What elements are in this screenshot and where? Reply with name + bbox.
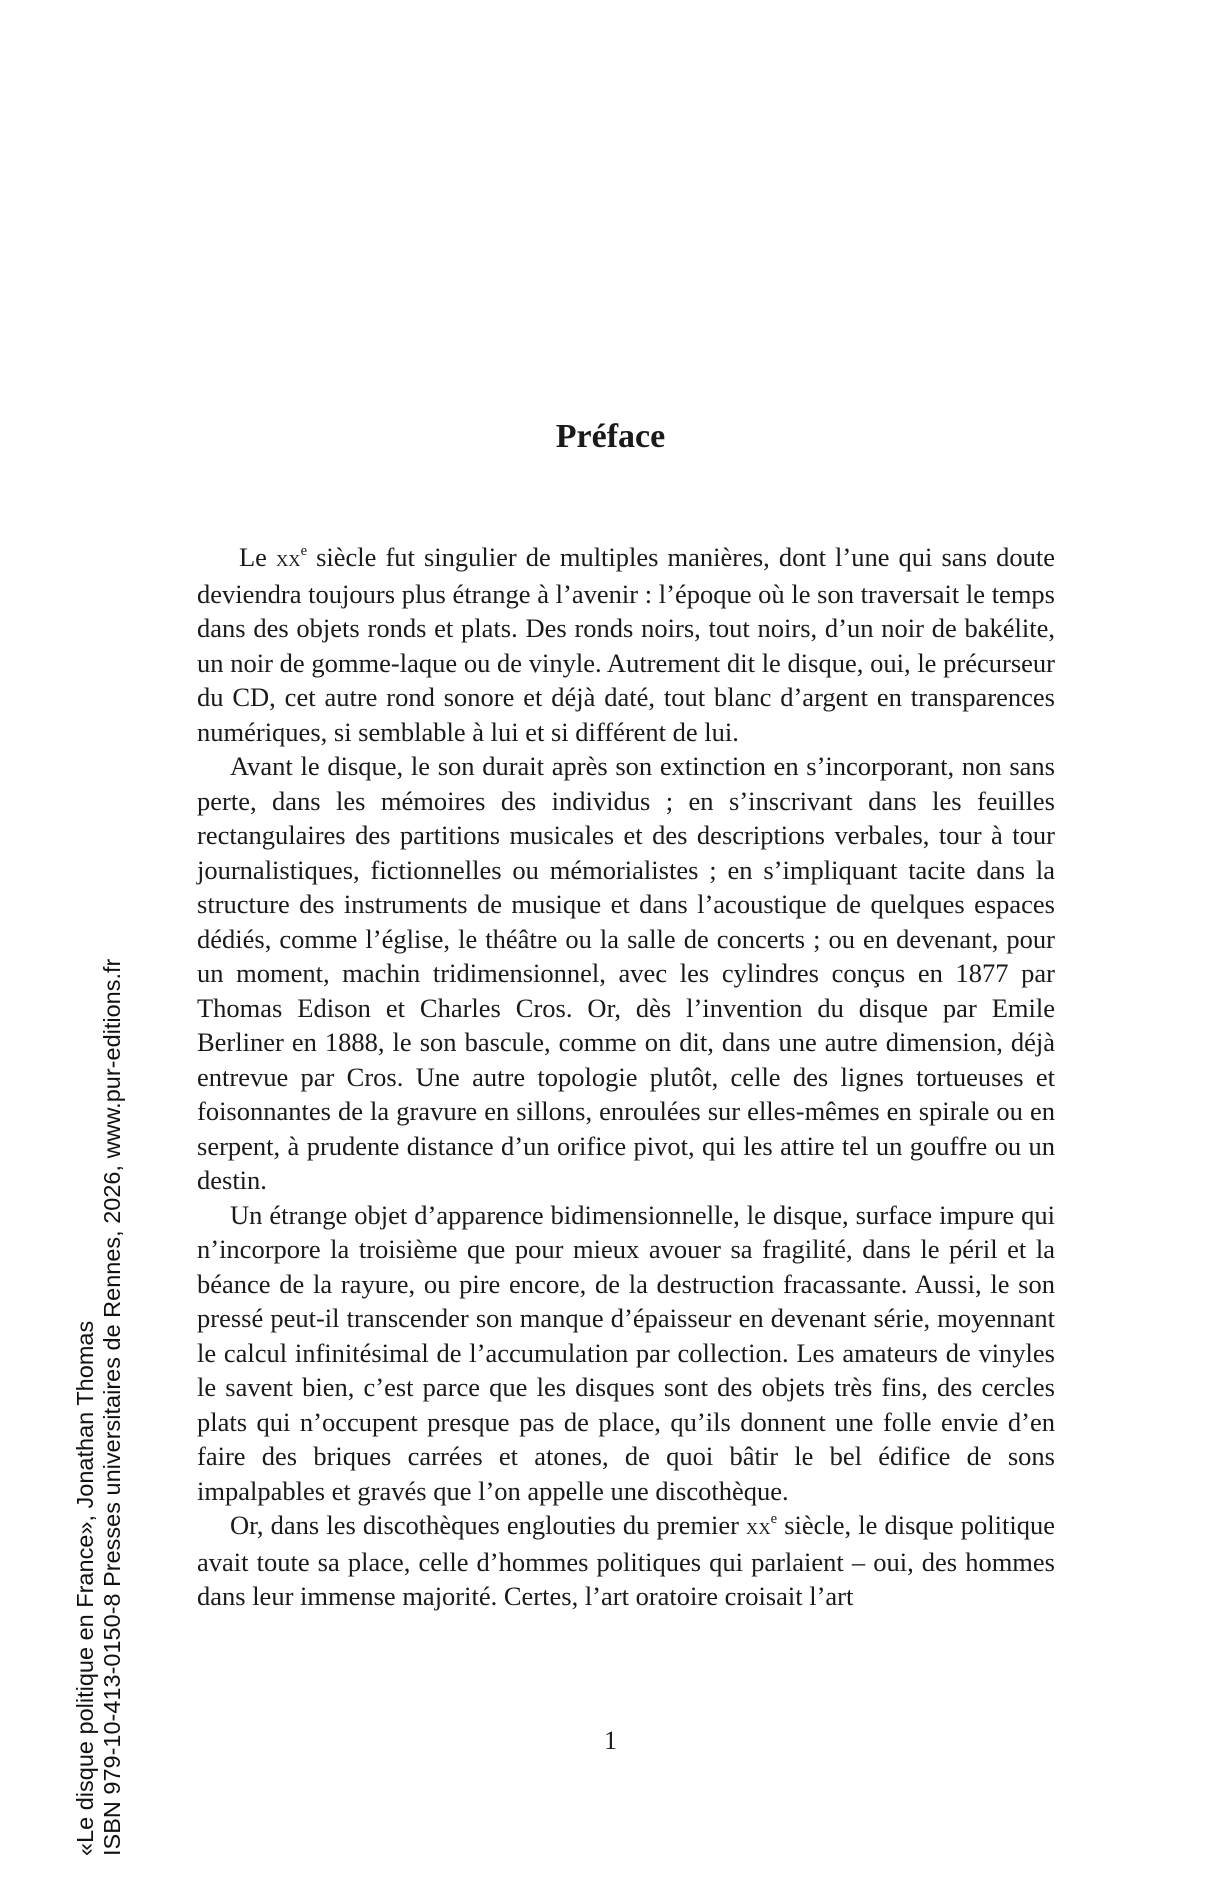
paragraph-3: Un étrange objet d’apparence bidimensionnelle, le disque, surface impure qui n’incorpore la troisième que pour mieux avouer sa fragilité, dans le péril et la béance de la rayure, ou pire encore, de la destruction fracassante. Aussi, le son pressé peut-il transcender son manque d’épaisseur en devenant série, moyennant le calcul infinitésimal de l’accumulation par collection. Les amateurs de vinyles le savent bien, c’est parce que les disques sont des objets très fins, des cercles plats qui n’occupent presque pas de place, qu’ils donnent une folle envie d’en faire des briques carrées et atones, de quoi bâtir le bel édifice de sons impalpables et gravés que l’on appelle une discothèque.: [197, 1199, 1055, 1506]
century-superscript: e: [770, 1511, 778, 1528]
side-credit: [72, 959, 126, 1856]
side-credit-isbn-line: ISBN 979-10-413-0150-8 Presses universitaires de Rennes, 2026, www.pur-editions.fr: [99, 958, 125, 1856]
paragraph-text: siècle, le disque politique avait toute sa place, celle d’hommes politiques qui parlaient – oui, des hommes dans leur immense majorité. Certes, l’art oratoire croisait l’art: [197, 1510, 1055, 1611]
side-credit-title-line: «Le disque politique en France», Jonathan Thomas: [72, 1320, 98, 1856]
page-number: 1: [604, 1726, 617, 1755]
paragraph-text: Le: [239, 542, 277, 572]
century-superscript: e: [300, 543, 308, 560]
page-title: Préface: [555, 418, 666, 455]
paragraph-1: [197, 540, 1055, 749]
century-numeral: xx: [276, 545, 301, 572]
body-text: [197, 540, 1055, 1614]
century-numeral: xx: [746, 1513, 771, 1540]
paragraph-4: [197, 1508, 1055, 1614]
paragraph-2: Avant le disque, le son durait après son extinction en s’incorporant, non sans perte, dans les mémoires des individus ; en s’inscrivant dans les feuilles rectangulaires des partitions musicales et des descriptions verbales, tour à tour journalistiques, fictionnelles ou mémorialistes ; en s’impliquant tacite dans la structure des instruments de musique et dans l’acoustique de quelques espaces dédiés, comme l’église, le théâtre ou la salle de concerts ; ou en devenant, pour un moment, machin tridimensionnel, avec les cylindres conçus en 1877 par Thomas Edison et Charles Cros. Or, dès l’invention du disque par Emile Berliner en 1888, le son bascule, comme on dit, dans une autre dimension, déjà entrevue par Cros. Une autre topologie plutôt, celle des lignes tortueuses et foisonnantes de la gravure en sillons, enroulées sur elles-mêmes en spirale ou en serpent, à prudente distance d’un orifice pivot, qui les attire tel un gouffre ou un destin.: [197, 751, 1055, 1195]
paragraph-text: siècle fut singulier de multiples manières, dont l’une qui sans doute deviendra toujours plus étrange à l’avenir : l’époque où le son traversait le temps dans des objets ronds et plats. Des ronds noirs, tout noirs, d’un noir de bakélite, un noir de gomme-laque ou de vinyle. Autrement dit le disque, oui, le précurseur du CD, cet autre rond sonore et déjà daté, tout blanc d’argent en transparences numériques, si semblable à lui et si différent de lui.: [197, 542, 1056, 747]
paragraph-text: Or, dans les discothèques englouties du premier: [230, 1510, 747, 1540]
